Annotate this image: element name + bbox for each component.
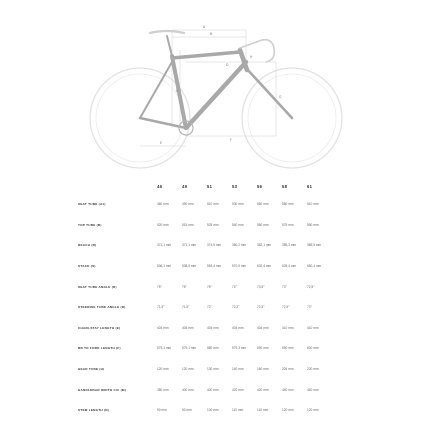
top-tube (172, 52, 240, 58)
table-cell: 602,4 mm (257, 264, 272, 269)
table-cell: 460 mm (157, 202, 169, 207)
label-a: A (203, 25, 206, 29)
table-cell: 575 mm (282, 222, 294, 227)
row-label: HANDLEBAR WIDTH C/C (M) (78, 387, 127, 392)
label-b: B (210, 32, 213, 36)
table-cell: 204 mm (282, 367, 294, 372)
table-row (78, 276, 334, 297)
row-label: HEAD TUBE (H) (78, 367, 105, 372)
table-cell: 404 mm (207, 325, 219, 330)
table-cell: 580 mm (282, 202, 294, 207)
size-header: 58 (282, 183, 288, 189)
bike-geometry-drawing (0, 0, 430, 175)
table-cell: 75° (157, 284, 162, 289)
table-cell: 506,1 mm (157, 264, 172, 269)
table-cell: 553,4 mm (207, 264, 222, 269)
row-label: BB TO FORK LENGTH (F) (78, 346, 121, 351)
table-cell: 120 mm (182, 367, 194, 372)
label-g: G (279, 95, 282, 99)
table-cell: 72,5° (282, 305, 290, 310)
table-row (78, 359, 334, 380)
table-cell: 560 mm (257, 202, 269, 207)
label-c: C (176, 89, 179, 93)
table-cell: 73° (282, 284, 287, 289)
table-cell: 72,5° (307, 284, 315, 289)
table-cell: 380,2 mm (232, 243, 247, 248)
row-label: SEAT TUBE ANGLE (D) (78, 284, 117, 289)
bike-frame (140, 36, 292, 128)
table-cell: 374,5 mm (207, 243, 222, 248)
table-cell: 160 mm (257, 367, 269, 372)
bike-geometry-diagram (0, 0, 430, 175)
table-cell: 579,1 mm (157, 346, 172, 351)
table-cell: 600 mm (307, 346, 319, 351)
table-cell: 75° (207, 284, 212, 289)
table-cell: 72° (207, 305, 212, 310)
table-cell: 382,1 mm (257, 243, 272, 248)
seat-post (167, 36, 172, 56)
table-cell: 72,5° (257, 305, 265, 310)
table-cell: 71,5° (157, 305, 165, 310)
table-cell: 74° (232, 284, 237, 289)
table-cell: 120 mm (307, 408, 319, 413)
table-cell: 560 mm (257, 222, 269, 227)
table-cell: 590 mm (257, 346, 269, 351)
size-header: 61 (307, 183, 313, 189)
table-cell: 515 mm (182, 222, 194, 227)
table-cell: 120 mm (157, 367, 169, 372)
row-label: STEM LENGTH (N) (78, 408, 110, 413)
table-row (78, 235, 334, 256)
table-cell: 120 mm (282, 408, 294, 413)
table-cell: 590 mm (282, 346, 294, 351)
table-cell: 110 mm (232, 408, 244, 413)
table-cell: 440 mm (307, 387, 319, 392)
size-header: 51 (207, 183, 213, 189)
table-row (78, 338, 334, 359)
table-row (78, 297, 334, 318)
table-cell: 380 mm (157, 387, 169, 392)
table-cell: 490 mm (182, 202, 194, 207)
table-cell: 140 mm (232, 367, 244, 372)
table-cell: 410 mm (307, 325, 319, 330)
table-row (78, 379, 334, 400)
table-cell: 371,1 mm (157, 243, 172, 248)
row-label: SEAT TUBE (A1) (78, 202, 106, 207)
table-cell: 400 mm (207, 387, 219, 392)
table-cell: 570,9 mm (232, 264, 247, 269)
table-cell: 410 mm (282, 325, 294, 330)
row-label: TOP TUBE (B) (78, 222, 102, 227)
table-cell: 420 mm (257, 387, 269, 392)
table-cell: 385,3 mm (282, 243, 297, 248)
table-row (78, 400, 334, 421)
table-cell: 90 mm (182, 408, 192, 413)
label-d: D (226, 63, 229, 67)
table-cell: 404 mm (232, 325, 244, 330)
label-f: F (230, 138, 232, 142)
table-cell: 625,4 mm (282, 264, 297, 269)
size-header: 53 (232, 183, 238, 189)
table-cell: 650,4 mm (307, 264, 322, 269)
table-cell: 420 mm (232, 387, 244, 392)
table-row (78, 318, 334, 339)
table-cell: 440 mm (282, 387, 294, 392)
table-cell: 590 mm (307, 222, 319, 227)
table-cell: 400 mm (182, 387, 194, 392)
dimension-lines (140, 30, 276, 146)
label-e: E (160, 141, 163, 145)
table-cell: 371,1 mm (182, 243, 197, 248)
table-cell: 520 mm (157, 222, 169, 227)
table-cell: 73,5° (257, 284, 265, 289)
table-cell: 525 mm (207, 222, 219, 227)
table-cell: 100 mm (207, 408, 219, 413)
table-cell: 538,5 mm (182, 264, 197, 269)
table-cell: 73° (307, 305, 312, 310)
saddle (150, 31, 184, 33)
size-header: 49 (182, 183, 188, 189)
table-cell: 72,3° (232, 305, 240, 310)
table-row (78, 256, 334, 277)
table-cell: 130 mm (207, 367, 219, 372)
down-tube (186, 62, 246, 128)
label-h: H (250, 55, 253, 59)
row-label: REACH (B) (78, 243, 97, 248)
table-cell: 610 mm (307, 202, 319, 207)
table-cell: 530 mm (232, 202, 244, 207)
table-cell: 580 mm (207, 346, 219, 351)
geometry-table (78, 178, 334, 421)
table-cell: 404 mm (157, 325, 169, 330)
table-cell: 71,5° (182, 305, 190, 310)
table-cell: 404 mm (257, 325, 269, 330)
table-cell: 540 mm (232, 222, 244, 227)
table-row (78, 194, 334, 215)
row-label: CHAIN-STAY LENGTH (E) (78, 325, 121, 330)
table-row (78, 215, 334, 236)
row-label: STEERING TUBE ANGLE (D) (78, 305, 126, 310)
seat-tube (172, 56, 186, 128)
size-header: 56 (257, 183, 263, 189)
table-cell: 220 mm (307, 367, 319, 372)
table-cell: 579,3 mm (232, 346, 247, 351)
table-cell: 110 mm (257, 408, 269, 413)
table-cell: 75° (182, 284, 187, 289)
stem (240, 40, 262, 48)
size-header-row (78, 178, 334, 194)
fork (246, 68, 292, 118)
header-corner (78, 178, 157, 194)
handlebar (262, 40, 274, 62)
row-label: STACK (S) (78, 264, 96, 269)
size-header: 46 (157, 183, 163, 189)
table-cell: 510 mm (207, 202, 219, 207)
table-cell: 404 mm (182, 325, 194, 330)
table-cell: 90 mm (157, 408, 167, 413)
table-cell: 579,1 mm (182, 346, 197, 351)
table-cell: 389,5 mm (307, 243, 322, 248)
